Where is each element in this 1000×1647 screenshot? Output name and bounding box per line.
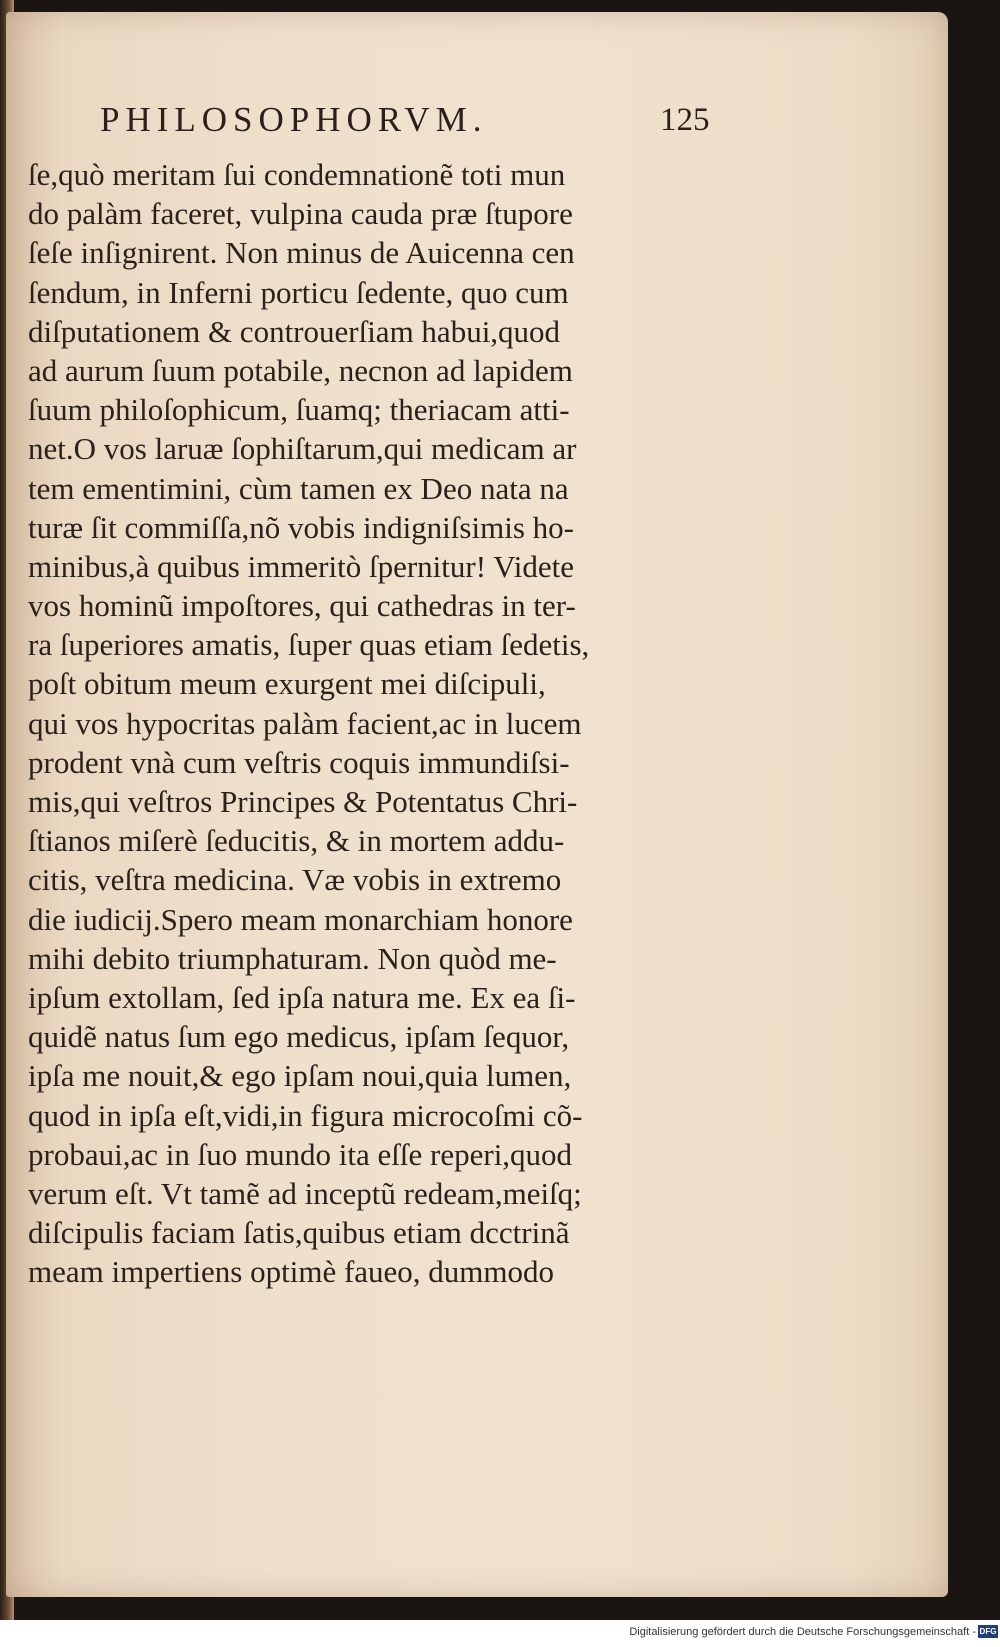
text-line: turæ ſit commiſſa,nõ vobis indigniſsimis ho- <box>28 509 574 545</box>
text-line: ſeſe inſignirent. Non minus de Auicenna cen <box>28 235 575 271</box>
text-line: net.O vos laruæ ſophiſtarum,qui medicam ar <box>28 431 577 467</box>
text-line: ſuum philoſophicum, ſuamq; theriacam atti- <box>28 392 570 428</box>
text-line: quidẽ natus ſum ego medicus, ipſam ſequor, <box>28 1019 570 1055</box>
text-line: mihi debito triumphaturam. Non quòd me- <box>28 940 557 976</box>
text-line: diſputationem & controuerſiam habui,quod <box>28 313 561 349</box>
text-line: ipſum extollam, ſed ipſa natura me. Ex ea ſi- <box>28 979 576 1015</box>
text-line: do palàm faceret, vulpina cauda præ ſtupore <box>28 196 573 232</box>
text-line: ſe,quò meritam ſui condemnationẽ toti mun <box>28 157 566 192</box>
text-line: poſt obitum meum exurgent mei diſcipuli, <box>28 666 546 702</box>
text-block <box>28 155 718 1291</box>
text-line: probaui,ac in ſuo mundo ita eſſe reperi,quod <box>28 1136 573 1172</box>
text-line: tem ementimini, cùm tamen ex Deo nata na <box>28 470 569 506</box>
text-line: ſtianos miſerè ſeducitis, & in mortem addu- <box>28 823 565 859</box>
text-line: quod in ipſa eſt,vidi,in figura microcoſmi cõ- <box>28 1097 583 1133</box>
text-line: qui vos hypocritas palàm facient,ac in lucem <box>28 705 582 741</box>
running-head: PHILOSOPHORVM. <box>100 100 488 139</box>
page-number: 125 <box>660 102 710 138</box>
text-line: meam impertiens optimè faueo, dummodo <box>28 1254 555 1290</box>
footer-bar <box>0 1620 1000 1647</box>
text-line: die iudicij.Spero meam monarchiam honore <box>28 901 573 937</box>
text-line: ipſa me nouit,& ego ipſam noui,quia lumen, <box>28 1058 572 1094</box>
dfg-logo: DFG <box>979 1627 997 1636</box>
text-line: citis, veſtra medicina. Væ vobis in extremo <box>28 862 562 898</box>
text-line: minibus,à quibus immeritò ſpernitur! Videte <box>28 548 575 584</box>
funding-credit: Digitalisierung gefördert durch die Deutsche Forschungsgemeinschaft - <box>629 1626 976 1638</box>
text-line: diſcipulis faciam ſatis,quibus etiam dcctrinã <box>28 1215 570 1251</box>
text-line: ſendum, in Inferni porticu ſedente, quo cum <box>28 274 569 310</box>
text-line: mis,qui veſtros Principes & Potentatus Chri- <box>28 784 578 819</box>
text-line: ad aurum ſuum potabile, necnon ad lapidem <box>28 352 573 388</box>
text-line: vos hominũ impoſtores, qui cathedras in ter- <box>28 588 576 624</box>
text-line: ra ſuperiores amatis, ſuper quas etiam ſedetis, <box>28 627 590 663</box>
text-line: prodent vnà cum veſtris coquis immundiſsi- <box>28 744 570 780</box>
text-line: verum eſt. Vt tamẽ ad inceptũ redeam,meiſq; <box>28 1175 582 1211</box>
